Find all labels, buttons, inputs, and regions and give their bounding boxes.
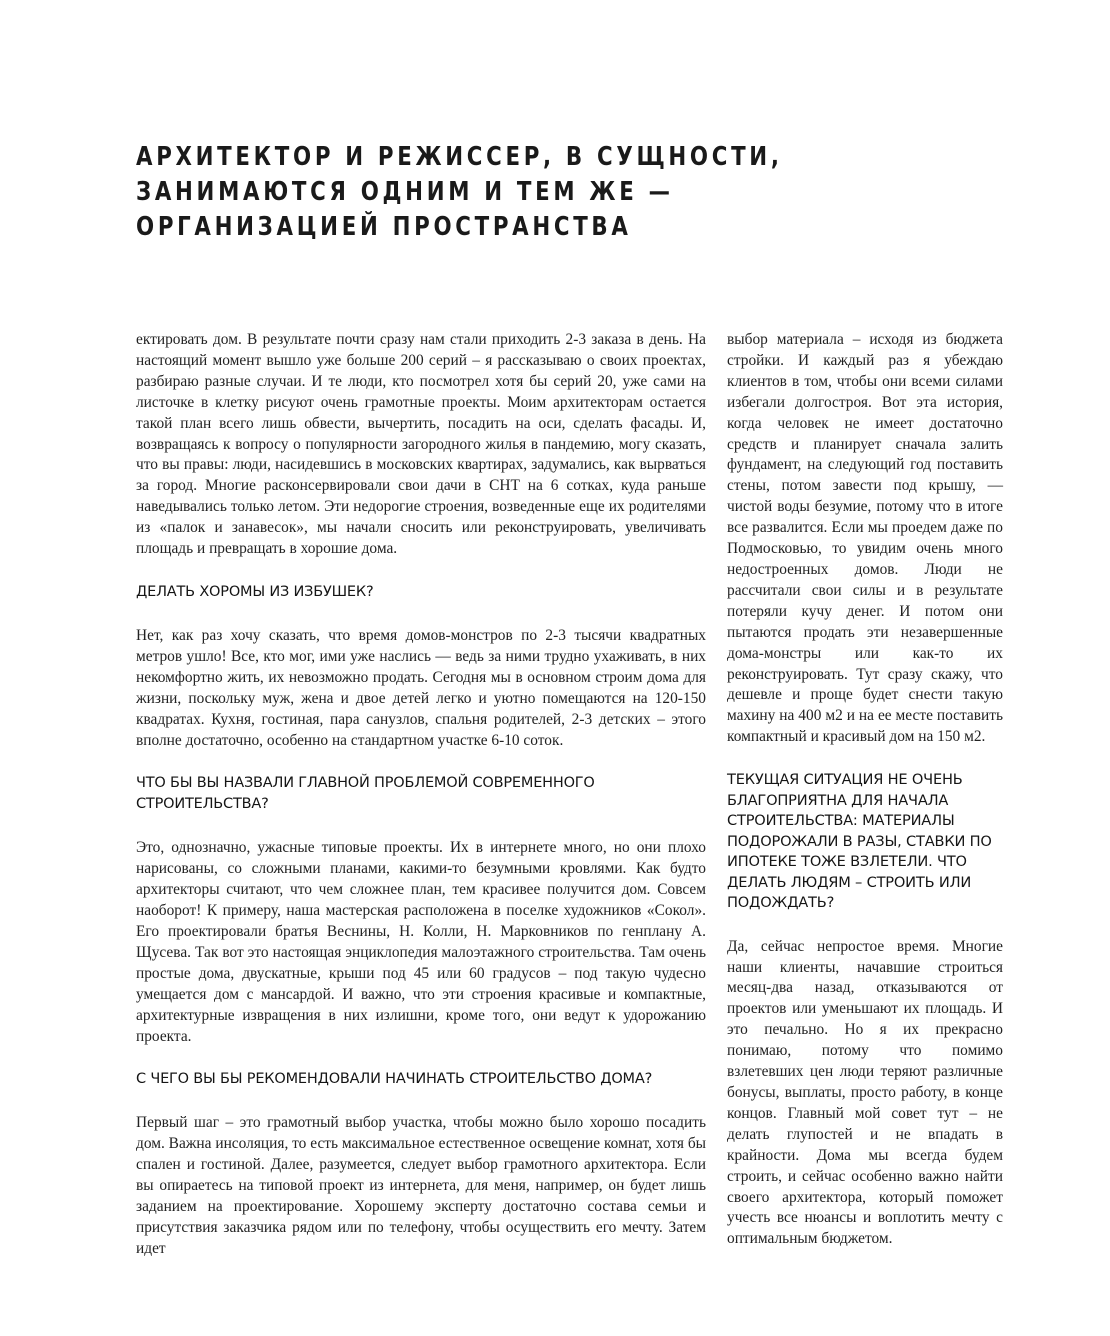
article-headline: [136, 140, 783, 245]
left-column: [136, 330, 706, 1260]
left-question-3: С ЧЕГО ВЫ БЫ РЕКОМЕНДОВАЛИ НАЧИНАТЬ СТРОИТЕЛЬСТВО ДОМА?: [136, 1071, 653, 1088]
left-question-1: ДЕЛАТЬ ХОРОМЫ ИЗ ИЗБУШЕК?: [136, 583, 374, 600]
left-paragraph-2: Нет, как раз хочу сказать, что время домов-монстров по 2-3 тысячи квадратных метров ушло! Все, кто мог, ими уже наслись — ведь за ними трудно ухаживать, в них некомфортно жить, их невозможно продать. Сегодня мы в основном строим дома для жизни, поскольку муж, жена и двое детей легко и уютно помещаются на 120-150 квадратах. Кухня, гостиная, пара санузлов, спальня родителей, 2-3 детских – этого вполне достаточно, особенно на стандартном участке 6-10 соток.: [136, 626, 706, 749]
headline-line-1: АРХИТЕКТОР И РЕЖИССЕР, В СУЩНОСТИ,: [136, 142, 783, 172]
right-question-1: ТЕКУЩАЯ СИТУАЦИЯ НЕ ОЧЕНЬ БЛАГОПРИЯТНА ДЛЯ НАЧАЛА СТРОИТЕЛЬСТВА: МАТЕРИАЛЫ ПОДОРОЖАЛИ В РАЗЫ, СТАВКИ ПО ИПОТЕКЕ ТОЖЕ ВЗЛЕТЕЛИ. ЧТО ДЕЛАТЬ ЛЮДЯМ – СТРОИТЬ ИЛИ ПОДОЖДАТЬ?: [727, 771, 992, 912]
headline-line-2: ЗАНИМАЮТСЯ ОДНИМ И ТЕМ ЖЕ —: [136, 177, 674, 207]
left-paragraph-3: Это, однозначно, ужасные типовые проекты. Их в интернете много, но они плохо нарисованы, со сложными планами, какими-то безумными кровлями. Как будто архитекторы считают, что чем сложнее план, тем красивее получится дом. Совсем наоборот! К примеру, наша мастерская расположена в поселке художников «Сокол». Его проектировали братья Веснины, Н. Колли, Н. Марковников по генплану А. Щусева. Так вот это настоящая энциклопедия малоэтажного строительства. Там очень простые дома, двускатные, крыши под 45 или 60 градусов – под такую чудесно умещается дом с мансардой. И важно, что эти строения красивые и компактные, архитектурные извращения в них излишни, кроме того, они ведут к удорожанию проекта.: [136, 839, 706, 1045]
headline-line-3: ОРГАНИЗАЦИЕЙ ПРОСТРАНСТВА: [136, 212, 632, 242]
left-paragraph-4: Первый шаг – это грамотный выбор участка, чтобы можно было хорошо посадить дом. Важна инсоляция, то есть максимальное естественное освещение комнат, хотя бы спален и гостиной. Далее, разумеется, следует выбор грамотного архитектора. Если вы опираетесь на типовой проект из интернета, для меня, например, он будет лишь заданием на проектирование. Хорошему эксперту достаточно состава семьи и присутствия заказчика рядом или по телефону, чтобы осуществить его мечту. Затем идет: [136, 1114, 706, 1257]
left-question-2: ЧТО БЫ ВЫ НАЗВАЛИ ГЛАВНОЙ ПРОБЛЕМОЙ СОВРЕМЕННОГО СТРОИТЕЛЬСТВА?: [136, 775, 595, 813]
right-paragraph-2: Да, сейчас непростое время. Многие наши клиенты, начавшие строиться месяц-два назад, отказываются от проектов или уменьшают их площадь. И это печально. Но я их прекрасно понимаю, потому что помимо взлетевших цен люди теряют различные бонусы, выплаты, просто работу, в конце концов. Главный мой совет тут – не делать глупостей и не впадать в крайности. Дома мы всегда будем строить, и сейчас особенно важно найти своего архитектора, который поможет учесть все нюансы и воплотить мечту с оптимальным бюджетом.: [727, 937, 1003, 1248]
right-column: [727, 330, 1003, 1250]
left-paragraph-1: ектировать дом. В результате почти сразу нам стали приходить 2-3 заказа в день. На настоящий момент вышло уже больше 200 серий – я рассказываю о своих проектах, разбираю разные случаи. И те люди, кто посмотрел хотя бы серий 20, уже сами на листочке в клетку рисуют очень грамотные проекты. Моим архитекторам остается такой план всего лишь обвести, вычертить, посадить на оси, сделать фасады. И, возвращаясь к вопросу о популярности загородного жилья в пандемию, могу сказать, что вы правы: люди, насидевшись в московских квартирах, задумались, как вырваться за город. Многие расконсервировали свои дачи в СНТ на 6 сотках, куда раньше наведывались только летом. Эти недорогие строения, возведенные еще их родителями из «палок и занавесок», мы начали сносить или реконструировать, увеличивать площадь и превращать в хорошие дома.: [136, 331, 706, 558]
right-paragraph-1: выбор материала – исходя из бюджета стройки. И каждый раз я убеждаю клиентов в том, чтобы они всеми силами избегали долгостроя. Вот эта история, когда человек не имеет достаточно средств и планирует сначала залить фундамент, на следующий год поставить стены, потом завести под крышу, — чистой воды безумие, потому что в итоге все развалится. Если мы проедем даже по Подмосковью, то увидим очень много недостроенных домов. Люди не рассчитали свои силы и в результате потеряли кучу денег. И потом они пытаются продать эти незавершенные дома-монстры или как-то их реконструировать. Тут сразу скажу, что дешевле и проще будет снести такую махину на 400 м2 и на ее месте поставить компактный и красивый дом на 150 м2.: [727, 331, 1003, 746]
